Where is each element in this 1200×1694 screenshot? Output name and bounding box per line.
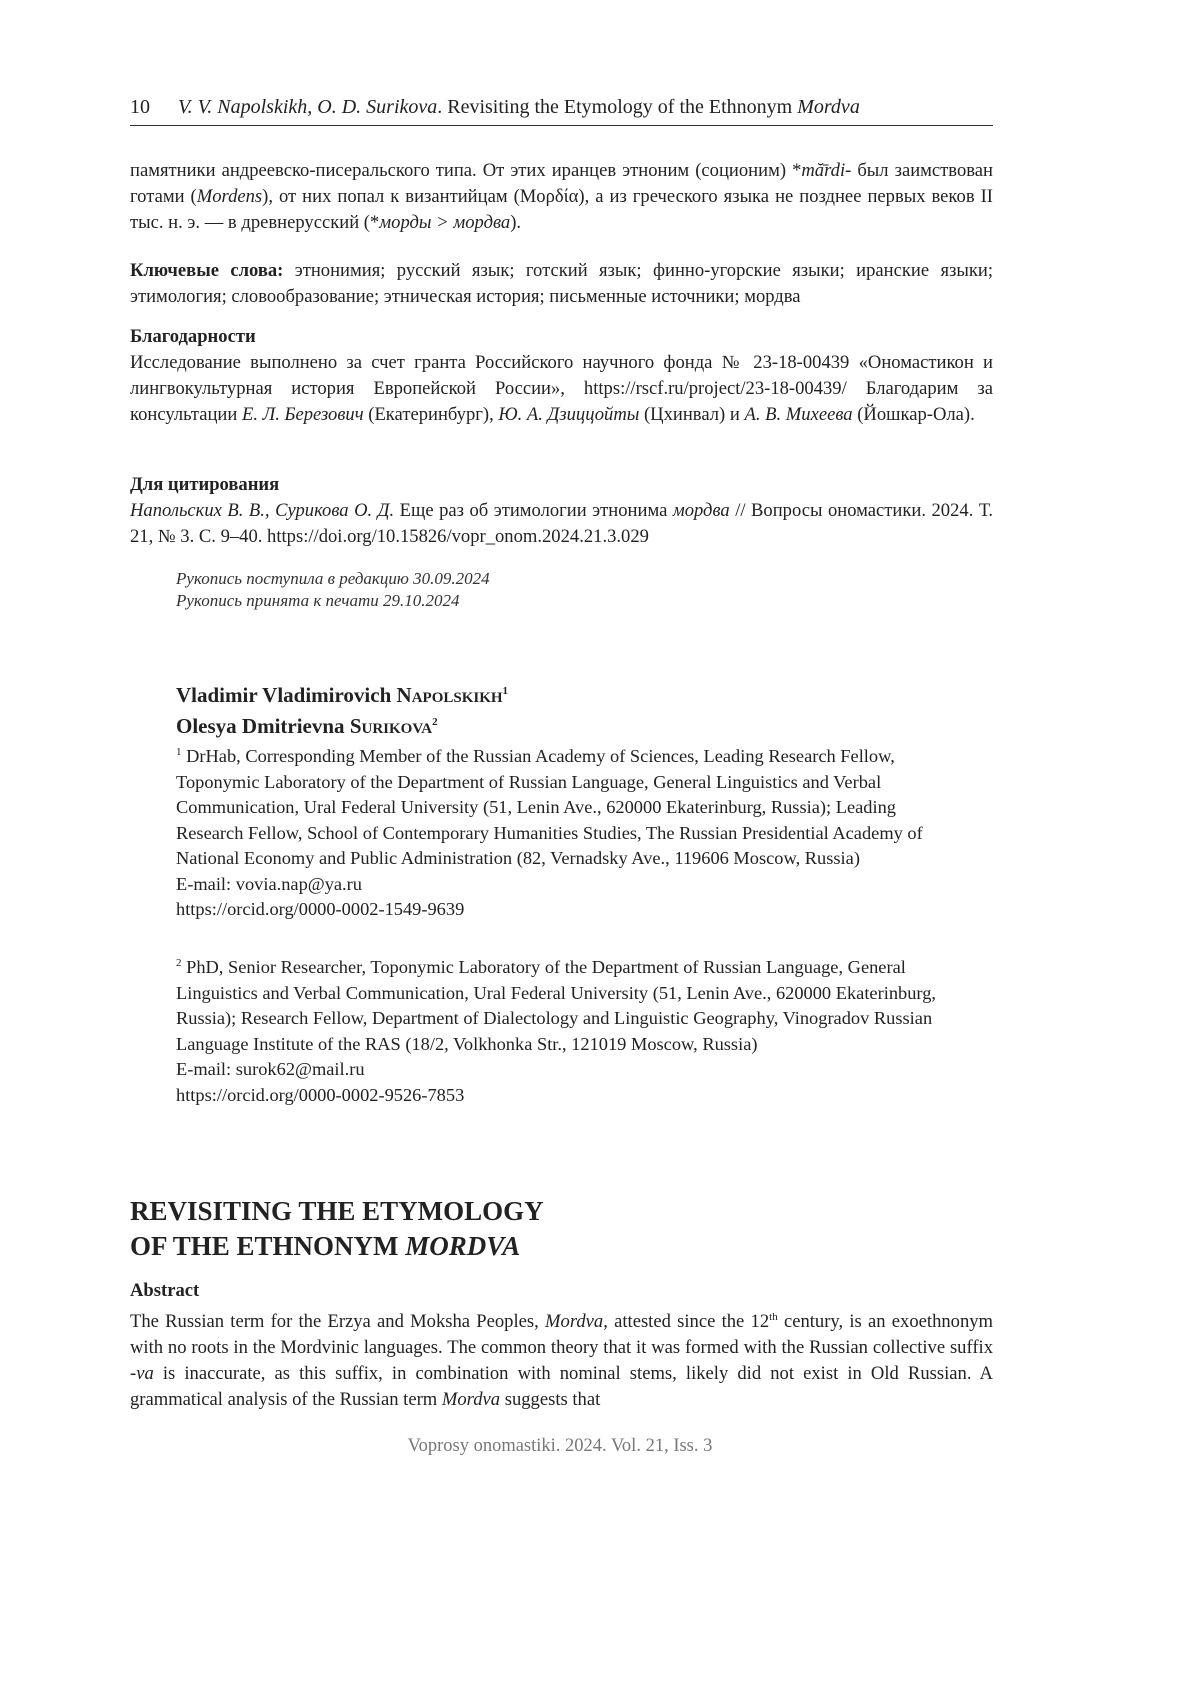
text-segment: -va [130,1363,154,1384]
email[interactable]: E-mail: surok62@mail.ru [176,1057,956,1083]
section-heading: Для цитирования [130,474,279,495]
paragraph [130,498,993,550]
text-segment: Ключевые слова: [130,260,283,281]
author-sup: 2 [432,716,438,728]
text-segment: is inaccurate, as this suffix, in combination with nominal stems, likely did not exist in Old Russian. A grammatical analysis of the Russian term [130,1363,993,1410]
text-segment: ), от них попал к византийцам (Μορδία), а из греческого языка не позднее первых веков II тыс. н. э. — в древнерусский (* [130,186,993,233]
text-segment: th [769,1311,778,1323]
text-segment: Mordens [197,186,262,207]
text-segment: The Russian term for the Erzya and Moksha Peoples, [130,1311,545,1332]
keywords-ru [130,258,993,310]
title-line: REVISITING THE ETYMOLOGY [130,1194,544,1229]
text-segment: Напольских В. В., Сурикова О. Д. [130,500,394,521]
running-header [130,96,993,126]
text-segment: Исследование выполнено за счет гранта Российского научного фонда № 23-18-00439 «Ономастикон и лингвокультурная история Европейской России», https://rscf.ru/project/23-18-00439/ Благодарим за консультации [130,352,993,425]
paragraph [130,1304,993,1413]
text-segment: морды > мордва [379,212,510,233]
abstract-en [130,1278,993,1413]
aff-sup: 2 [176,957,182,969]
acknowledgements [130,324,993,428]
text-segment: // Вопросы ономастики. 2024. Т. 21, № 3. С. 9–40. https://doi.org/10.15826/vopr_onom.2024.21.3.029 [130,500,993,547]
text-segment: этнонимия; русский язык; готский язык; финно-угорские языки; иранские языки; этимология; словообразование; этническая история; письменные источники; мордва [130,260,993,307]
author-last: Napolskikh [397,683,503,707]
article-title [130,1194,544,1264]
page-number: 10 [130,96,150,118]
section-heading: Благодарности [130,326,256,347]
paragraph [130,258,993,310]
text-segment: Еще раз об этимологии этнонима [394,500,673,521]
author-first: Olesya Dmitrievna [176,714,350,738]
abstract-ru-end [130,158,993,236]
orcid-link[interactable]: https://orcid.org/0000-0002-9526-7853 [176,1083,956,1109]
text-segment: Ю. А. Дзиццойты [498,404,639,425]
aff-text: DrHab, Corresponding Member of the Russian Academy of Sciences, Leading Research Fellow, Toponymic Laboratory of the Department of Russian Language, General Linguistics and Verbal Communication, Ural Federal University (51, Lenin Ave., 620000 Ekaterinburg, Russia); Leading Research Fellow, School of Contemporary Humanities Studies, The Russian Presidential Academy of National Economy and Public Administration (82, Vernadsky Ave., 119606 Moscow, Russia) [176,746,923,868]
header-title-italic: Mordva [797,96,860,118]
text-segment: мордва [673,500,730,521]
header-title: . Revisiting the Etymology of the Ethnonym [437,96,797,118]
title-line: OF THE ETHNONYM [130,1231,405,1261]
affiliation-1 [176,740,956,923]
aff-text: PhD, Senior Researcher, Toponymic Laboratory of the Department of Russian Language, General Linguistics and Verbal Communication, Ural Federal University (51, Lenin Ave., 620000 Ekaterinburg, Russia); Research Fellow, Department of Dialectology and Linguistic Geography, Vinogradov Russian Language Institute of the RAS (18/2, Volkhonka Str., 121019 Moscow, Russia) [176,957,936,1054]
date-received: Рукопись поступила в редакцию 30.09.2024 [176,568,490,590]
text-segment: mă̄rdi- [801,160,851,181]
author-first: Vladimir Vladimirovich [176,683,397,707]
section-heading: Abstract [130,1280,199,1301]
text-segment: Mordva [545,1311,603,1332]
manuscript-dates [176,568,490,612]
text-segment: был заимствован готами ( [130,160,993,207]
text-segment: (Цхинвал) и [639,404,744,425]
text-segment: Е. Л. Березович [242,404,364,425]
text-segment: А. В. Михеева [744,404,852,425]
document-page [0,0,1200,1694]
authors [176,678,508,740]
text-segment: , attested since the 12 [603,1311,769,1332]
paragraph [130,158,993,236]
text-segment: (Йошкар-Ола). [853,404,975,425]
author-last: Surikova [350,714,432,738]
email[interactable]: E-mail: vovia.nap@ya.ru [176,872,956,898]
header-authors: V. V. Napolskikh, O. D. Surikova [178,96,437,118]
title-italic: MORDVA [405,1231,520,1261]
orcid-link[interactable]: https://orcid.org/0000-0002-1549-9639 [176,897,956,923]
text-segment: памятники андреевско-писеральского типа. От этих иранцев этноним (соционим) * [130,160,801,181]
text-segment: century, is an exoethnonym with no roots in the Mordvinic languages. The common theory that it was formed with the Russian collective suffix [130,1311,993,1358]
citation [130,472,993,550]
author-2 [176,709,508,740]
affiliation-2 [176,951,956,1108]
author-1 [176,678,508,709]
text-segment: Mordva [442,1389,500,1410]
page-footer: Voprosy onomastiki. 2024. Vol. 21, Iss. 3 [0,1436,1120,1457]
aff-sup: 1 [176,746,182,758]
text-segment: ). [510,212,521,233]
text-segment: (Екатеринбург), [364,404,499,425]
author-sup: 1 [503,685,509,697]
paragraph [130,350,993,428]
date-accepted: Рукопись принята к печати 29.10.2024 [176,590,490,612]
text-segment: suggests that [500,1389,600,1410]
